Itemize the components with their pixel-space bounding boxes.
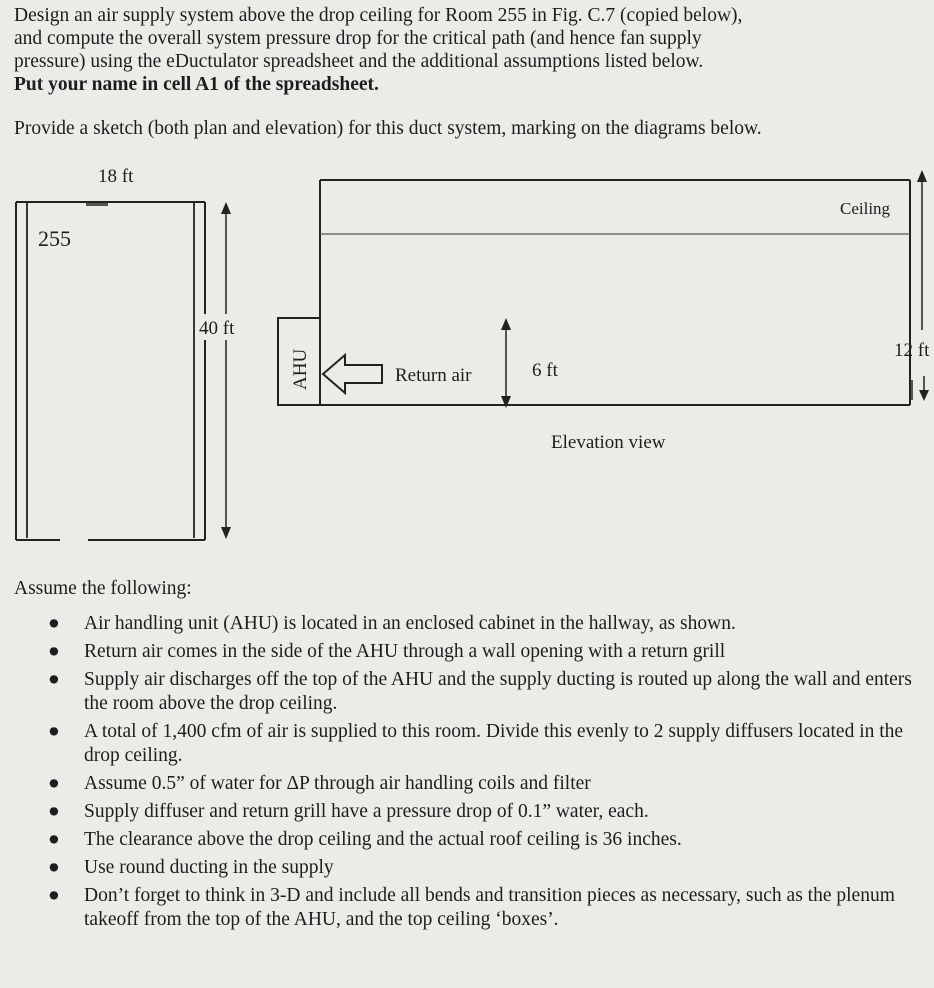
plan-width-label: 18 ft [98,166,134,187]
assumptions-heading: Assume the following: [14,578,192,599]
assumption-item: ● Supply air discharges off the top of the AHU and the supply ducting is routed up along the wall and enters the room above the drop ceiling. [48,669,912,714]
plan-view [16,166,244,540]
floor-plan-and-elevation-figure [0,150,934,550]
bullet-icon: ● [48,641,60,662]
assumption-item: ● A total of 1,400 cfm of air is supplied to this room. Divide this evenly to 2 supply diffusers located in the drop ceiling. [48,721,904,766]
room-number: 255 [38,226,71,251]
plan-length-arrow-down-icon [221,527,231,539]
bullet-icon: ● [48,613,60,634]
assumption-item: ● Use round ducting in the supply [48,857,334,878]
assumption-item: ● Assume 0.5” of water for ΔP through air handling coils and filter [48,773,591,794]
problem-statement [14,4,914,96]
assumption-item: ● The clearance above the drop ceiling and the actual roof ceiling is 36 inches. [48,829,682,850]
sketch-instruction: Provide a sketch (both plan and elevation) for this duct system, marking on the diagrams below. [14,118,762,139]
twelve-ft-arrow-up-icon [917,170,927,182]
bullet-icon: ● [48,801,60,822]
twelve-ft-arrow-down-icon [919,390,929,401]
six-ft-arrow-up-icon [501,318,511,330]
elevation-view [278,170,930,453]
bullet-icon: ● [48,669,60,690]
assumption-item: ● Don’t forget to think in 3-D and include all bends and transition pieces as necessary, such as the plenum takeoff from the top of the AHU, and the top ceiling ‘boxes’. [48,885,895,930]
bullet-icon: ● [48,773,60,794]
return-air-label: Return air [395,365,472,386]
ceiling-label: Ceiling [840,199,891,218]
bullet-icon: ● [48,829,60,850]
six-ft-arrow-down-icon [501,396,511,408]
bullet-icon: ● [48,885,60,906]
intro-line-1: Design an air supply system above the drop ceiling for Room 255 in Fig. C.7 (copied below), [14,5,743,26]
intro-line-3: pressure) using the eDuctulator spreadsheet and the additional assumptions listed below. [14,51,704,72]
assumption-item: ● Air handling unit (AHU) is located in an enclosed cabinet in the hallway, as shown. [48,613,736,634]
bullet-icon: ● [48,857,60,878]
elevation-view-caption: Elevation view [551,432,666,453]
ahu-label: AHU [290,348,311,390]
twelve-ft-label: 12 ft [894,340,930,361]
assumption-item: ● Supply diffuser and return grill have a pressure drop of 0.1” water, each. [48,801,649,822]
assumptions-list [40,612,920,936]
plan-length-label: 40 ft [199,318,235,339]
six-ft-label: 6 ft [532,360,558,381]
return-air-arrow-icon [323,355,382,393]
assumption-item: ● Return air comes in the side of the AHU through a wall opening with a return grill [48,641,726,662]
bullet-icon: ● [48,721,60,742]
intro-line-4-name-instruction: Put your name in cell A1 of the spreadsheet. [14,74,379,95]
plan-length-arrow-up-icon [221,202,231,214]
intro-line-2: and compute the overall system pressure drop for the critical path (and hence fan supply [14,28,702,49]
